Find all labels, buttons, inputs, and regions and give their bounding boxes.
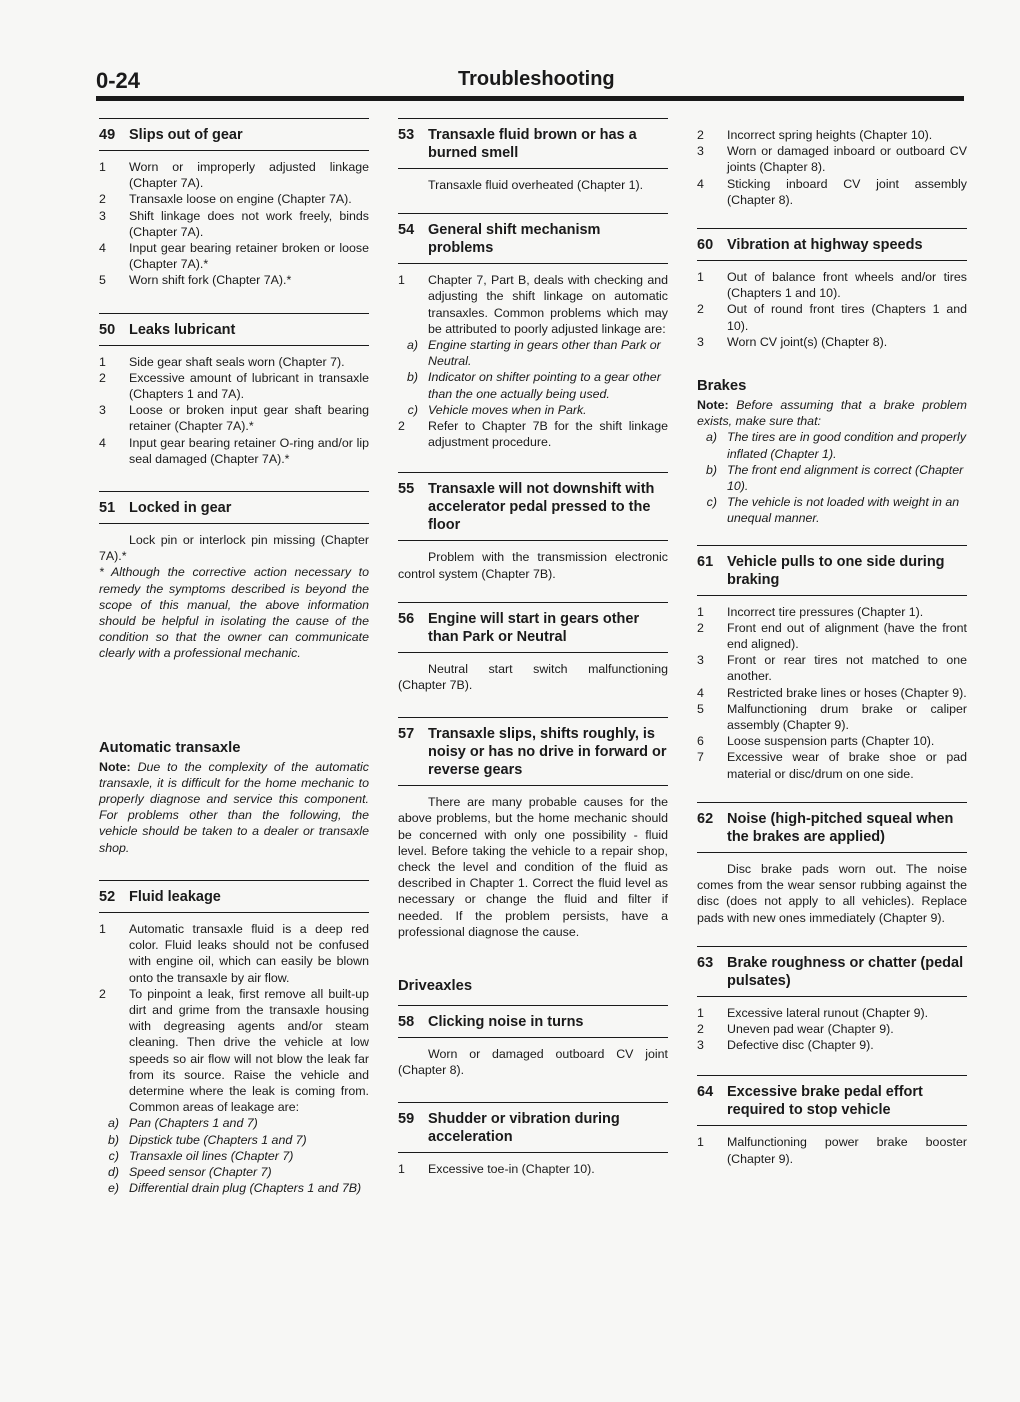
item-text: Worn or improperly adjusted linkage (Chapter 7A).	[129, 160, 369, 191]
item-letter: a)	[705, 430, 717, 445]
item-letter: c)	[108, 1148, 119, 1163]
item-text: Uneven pad wear (Chapter 9).	[727, 1021, 894, 1036]
section-title: Slips out of gear	[129, 127, 243, 143]
lettered-item	[398, 369, 668, 401]
item-text: Indicator on shifter pointing to a gear other than the one actually being used.	[428, 370, 661, 401]
section-number: 49	[99, 127, 116, 143]
note	[697, 397, 967, 429]
note	[99, 759, 369, 856]
section-heading	[99, 313, 369, 346]
list-item	[99, 370, 369, 402]
column-3	[697, 118, 967, 1167]
page-header	[96, 60, 964, 98]
item-number: 1	[99, 921, 106, 936]
section-number: 55	[398, 481, 415, 498]
item-text: Loose suspension parts (Chapter 10).	[727, 734, 935, 749]
automatic-transaxle-intro	[99, 740, 369, 856]
chapter-heading: Automatic transaxle	[99, 739, 241, 756]
item-text: Chapter 7, Part B, deals with checking and adjusting the shift linkage on automatic transaxles. Common problems which may be attributed to poorly adjusted linkage are:	[428, 273, 668, 336]
item-number: 5	[697, 701, 704, 716]
item-number: 1	[697, 604, 704, 619]
item-text: To pinpoint a leak, first remove all built-up dirt and grime from the transaxle housing with degreasing agents and/or steam cleaning. Then drive the vehicle at low speeds so air flow will not blow the leak far from its source. Raise the vehicle and determine where the leak is coming from. Common areas of leakage are:	[129, 986, 369, 1115]
item-text: Front end out of alignment (have the front end aligned).	[727, 620, 967, 652]
column-1	[99, 118, 369, 1196]
section-number: 59	[398, 1111, 415, 1128]
section-60	[697, 228, 967, 350]
list-item	[697, 620, 967, 652]
item-number: 1	[398, 1162, 405, 1177]
list-item	[697, 1134, 967, 1166]
section-heading	[398, 213, 668, 264]
list-item	[697, 269, 967, 301]
section-59	[398, 1102, 668, 1177]
list-item	[99, 354, 369, 370]
section-title: Excessive brake pedal effort required to stop vehicle	[727, 1084, 923, 1119]
item-number: 4	[99, 241, 106, 256]
section-text: Transaxle fluid overheated (Chapter 1).	[428, 178, 644, 192]
section-text: Lock pin or interlock pin missing (Chapter 7A).*	[99, 533, 369, 564]
list-item	[697, 733, 967, 749]
section-number: 57	[398, 726, 415, 743]
section-62	[697, 802, 967, 926]
item-text: The tires are in good condition and properly inflated (Chapter 1).	[727, 430, 967, 461]
section-text: Disc brake pads worn out. The noise comes from the wear sensor rubbing against the disc (does not apply to all vehicles). Replace pads with new ones immediately (Chapter 9).	[697, 861, 967, 925]
section-title: Noise (high-pitched squeal when the brakes are applied)	[727, 810, 954, 845]
item-text: Loose or broken input gear shaft bearing retainer (Chapter 7A).*	[129, 403, 369, 434]
item-text: Shift linkage does not work freely, binds (Chapter 7A).	[129, 208, 369, 239]
section-number: 58	[398, 1014, 415, 1031]
page-title: Troubleshooting	[458, 68, 615, 90]
section-title: Transaxle slips, shifts roughly, is noisy or has no drive in forward or reverse gears	[428, 726, 667, 779]
item-text: Engine starting in gears other than Park or Neutral.	[428, 338, 661, 369]
section-heading	[398, 1005, 668, 1038]
item-text: Excessive lateral runout (Chapter 9).	[727, 1005, 929, 1020]
item-text: The front end alignment is correct (Chapter 10).	[727, 462, 964, 494]
item-number: 3	[697, 653, 704, 668]
list-item	[99, 435, 369, 467]
list-item	[99, 402, 369, 434]
item-letter: e)	[107, 1181, 119, 1196]
item-text: Input gear bearing retainer broken or loose (Chapter 7A).*	[129, 241, 369, 272]
section-53	[398, 118, 668, 193]
note-text: Before assuming that a brake problem exists, make sure that:	[697, 398, 967, 429]
brakes-intro	[697, 378, 967, 527]
list-item	[697, 1005, 967, 1021]
list-item	[99, 272, 369, 288]
section-heading	[99, 491, 369, 524]
list-item	[99, 240, 369, 272]
item-text: Malfunctioning drum brake or caliper assembly (Chapter 9).	[727, 701, 967, 733]
item-text: Excessive toe-in (Chapter 10).	[428, 1162, 595, 1177]
item-number: 2	[99, 986, 106, 1001]
list-item	[697, 1037, 967, 1053]
section-text: Worn or damaged outboard CV joint (Chapter 8).	[398, 1047, 668, 1078]
section-title: Transaxle fluid brown or has a burned smell	[428, 127, 637, 161]
list-item	[99, 208, 369, 240]
item-text: Transaxle oil lines (Chapter 7)	[129, 1148, 294, 1163]
section-52	[99, 880, 369, 1196]
section-57	[398, 717, 668, 940]
list-item	[99, 986, 369, 1116]
item-text: Automatic transaxle fluid is a deep red color. Fluid leaks should not be confused with engine oil, which can easily be blown onto the transaxle by air flow.	[129, 921, 369, 985]
item-text: Pan (Chapters 1 and 7)	[129, 1116, 258, 1131]
lettered-item	[99, 1132, 369, 1148]
list-item	[697, 749, 967, 781]
item-text: Worn shift fork (Chapter 7A).*	[129, 273, 292, 288]
section-55	[398, 472, 668, 581]
item-number: 2	[99, 192, 106, 207]
item-number: 3	[697, 334, 704, 349]
section-56	[398, 602, 668, 693]
item-text: Speed sensor (Chapter 7)	[129, 1164, 272, 1179]
item-text: Out of round front tires (Chapters 1 and 10).	[727, 302, 967, 333]
item-text: Incorrect spring heights (Chapter 10).	[727, 128, 933, 142]
section-number: 64	[697, 1084, 714, 1101]
section-number: 54	[398, 222, 415, 239]
list-item	[398, 418, 668, 450]
section-title: Transaxle will not downshift with accelerator pedal pressed to the floor	[428, 481, 655, 534]
section-number: 60	[697, 237, 714, 254]
item-number: 3	[697, 144, 704, 159]
lettered-item	[398, 402, 668, 418]
list-item	[99, 159, 369, 191]
section-heading	[398, 602, 668, 653]
section-61	[697, 545, 967, 782]
section-heading	[697, 545, 967, 596]
footnote: * Although the corrective action necessary to remedy the symptoms described is beyond the scope of this manual, the above information should be helpful in isolating the cause of the condition so that the owner can communicate clearly with a professional mechanic.	[99, 565, 369, 661]
item-number: 5	[99, 273, 106, 288]
section-text: Problem with the transmission electronic control system (Chapter 7B).	[398, 550, 668, 581]
section-number: 52	[99, 888, 116, 905]
section-number: 51	[99, 500, 116, 517]
section-50	[99, 313, 369, 467]
section-63	[697, 946, 967, 1054]
section-49	[99, 118, 369, 289]
item-text: Front or rear tires not matched to one another.	[727, 653, 967, 684]
lettered-item	[99, 1148, 369, 1164]
lettered-item	[398, 337, 668, 369]
section-heading	[398, 717, 668, 786]
item-letter: c)	[407, 402, 418, 417]
list-item	[697, 127, 967, 143]
section-heading	[398, 472, 668, 541]
item-letter: b)	[107, 1132, 119, 1147]
item-text: Differential drain plug (Chapters 1 and 7B)	[129, 1181, 362, 1196]
section-heading	[99, 880, 369, 913]
item-text: Input gear bearing retainer O-ring and/or lip seal damaged (Chapter 7A).*	[129, 435, 369, 466]
item-text: Excessive amount of lubricant in transaxle (Chapters 1 and 7A).	[129, 370, 369, 402]
list-item	[697, 1021, 967, 1037]
section-text: There are many probable causes for the above problems, but the home mechanic should be concerned with only one possibility - fluid level. Before taking the vehicle to a repair shop, check the level and condition of the fluid as described in Chapter 1. Correct the fluid level as necessary or change the fluid and filter if needed. If the problem persists, have a professional diagnose the cause.	[398, 795, 668, 939]
section-51	[99, 491, 369, 662]
list-item	[697, 685, 967, 701]
item-text: Side gear shaft seals worn (Chapter 7).	[129, 354, 345, 369]
item-number: 1	[697, 270, 704, 285]
list-item	[697, 176, 967, 208]
item-number: 2	[99, 370, 106, 385]
item-text: Excessive wear of brake shoe or pad material or disc/drum on one side.	[727, 750, 967, 781]
item-number: 2	[697, 302, 704, 317]
item-text: Out of balance front wheels and/or tires (Chapters 1 and 10).	[727, 270, 967, 301]
section-heading	[398, 1102, 668, 1153]
item-text: Worn or damaged inboard or outboard CV joints (Chapter 8).	[727, 144, 967, 175]
section-number: 53	[398, 127, 415, 143]
section-heading	[697, 1075, 967, 1126]
item-letter: a)	[107, 1116, 119, 1131]
item-number: 2	[398, 419, 405, 434]
lettered-item	[99, 1180, 369, 1196]
item-text: Defective disc (Chapter 9).	[727, 1038, 874, 1053]
section-59-continued	[697, 127, 967, 208]
section-number: 50	[99, 321, 116, 338]
list-item	[398, 1161, 668, 1177]
section-title: Clicking noise in turns	[428, 1014, 584, 1031]
note-label: Note:	[99, 759, 131, 774]
item-number: 1	[99, 160, 106, 174]
item-letter: a)	[406, 338, 418, 353]
section-number: 62	[697, 810, 714, 827]
item-letter: d)	[107, 1164, 119, 1179]
item-number: 2	[697, 1021, 704, 1036]
column-2	[398, 118, 668, 1178]
list-item	[697, 604, 967, 620]
section-title: General shift mechanism problems	[428, 222, 601, 257]
page-number: 0-24	[96, 68, 141, 93]
list-item	[697, 334, 967, 350]
item-text: Restricted brake lines or hoses (Chapter 9).	[727, 685, 967, 700]
item-number: 1	[697, 1005, 704, 1020]
section-54	[398, 213, 668, 450]
lettered-item	[697, 462, 967, 494]
item-number: 4	[697, 176, 704, 191]
item-letter: b)	[705, 462, 717, 477]
item-number: 2	[697, 128, 704, 142]
list-item	[697, 143, 967, 175]
item-text: Vehicle moves when in Park.	[428, 402, 587, 417]
section-title: Vibration at highway speeds	[727, 237, 923, 254]
lettered-item	[697, 429, 967, 461]
item-text: Refer to Chapter 7B for the shift linkage adjustment procedure.	[428, 419, 668, 450]
chapter-heading: Brakes	[697, 378, 747, 395]
list-item	[99, 191, 369, 207]
note-label: Note:	[697, 398, 729, 413]
list-item	[697, 301, 967, 333]
section-heading	[398, 118, 668, 169]
section-title: Leaks lubricant	[129, 321, 236, 338]
item-letter: c)	[706, 495, 717, 510]
lettered-item	[697, 494, 967, 526]
item-text: Transaxle loose on engine (Chapter 7A).	[129, 192, 352, 207]
item-number: 1	[697, 1135, 704, 1150]
lettered-item	[99, 1115, 369, 1131]
section-64	[697, 1075, 967, 1166]
item-number: 6	[697, 734, 704, 749]
item-number: 4	[697, 685, 704, 700]
item-number: 7	[697, 750, 704, 765]
section-title: Engine will start in gears other than Park or Neutral	[428, 610, 640, 645]
list-item	[99, 921, 369, 986]
section-heading	[697, 802, 967, 853]
section-title: Shudder or vibration during acceleration	[428, 1111, 620, 1146]
section-title: Locked in gear	[129, 500, 232, 517]
lettered-item	[99, 1164, 369, 1180]
section-heading	[697, 228, 967, 261]
section-number: 56	[398, 610, 415, 627]
item-text: Worn CV joint(s) (Chapter 8).	[727, 334, 888, 349]
list-item	[697, 652, 967, 684]
section-number: 63	[697, 954, 714, 971]
item-number: 3	[99, 403, 106, 418]
item-number: 2	[697, 620, 704, 635]
item-text: Sticking inboard CV joint assembly (Chapter 8).	[727, 176, 967, 207]
section-58	[398, 1005, 668, 1078]
section-heading	[697, 946, 967, 997]
note-text: Due to the complexity of the automatic transaxle, it is difficult for the home mechanic to properly diagnose and service this component. For problems other than the following, the vehicle should be taken to a dealer or transaxle shop.	[99, 759, 369, 855]
chapter-heading: Driveaxles	[398, 978, 473, 995]
item-number: 3	[697, 1038, 704, 1053]
item-number: 1	[99, 354, 106, 369]
item-text: The vehicle is not loaded with weight in an unequal manner.	[727, 495, 960, 526]
section-number: 61	[697, 553, 714, 570]
item-text: Malfunctioning power brake booster (Chapter 9).	[727, 1135, 967, 1166]
header-rule	[96, 96, 964, 101]
item-number: 4	[99, 435, 106, 450]
section-heading	[99, 118, 369, 151]
section-text: Neutral start switch malfunctioning (Chapter 7B).	[398, 661, 668, 693]
section-title: Fluid leakage	[129, 888, 221, 905]
list-item	[398, 272, 668, 337]
section-title: Vehicle pulls to one side during braking	[727, 553, 945, 588]
item-number: 1	[398, 273, 405, 288]
section-title: Brake roughness or chatter (pedal pulsates)	[727, 954, 964, 989]
item-text: Dipstick tube (Chapters 1 and 7)	[129, 1132, 307, 1147]
item-letter: b)	[406, 370, 418, 385]
list-item	[697, 701, 967, 733]
item-text: Incorrect tire pressures (Chapter 1).	[727, 604, 924, 619]
item-number: 3	[99, 208, 106, 223]
